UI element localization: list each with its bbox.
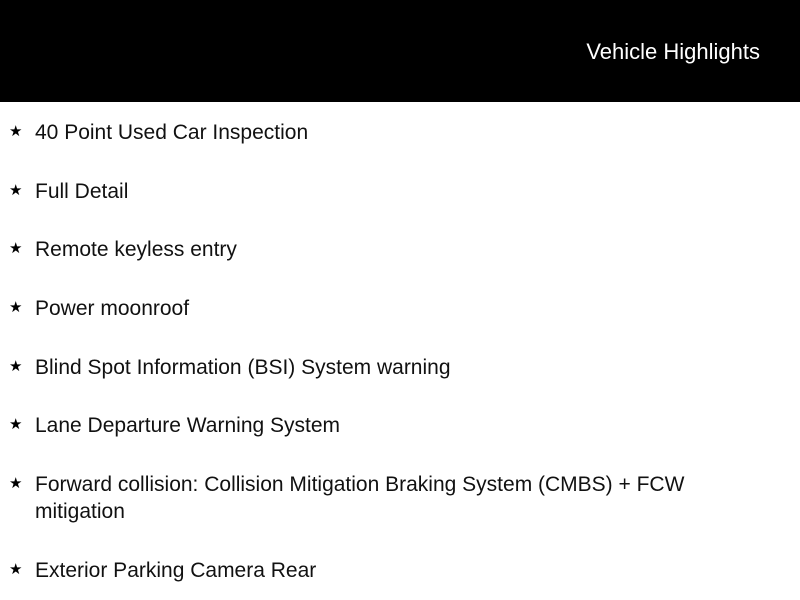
star-icon: ★ [9,416,23,433]
page-title: Vehicle Highlights [586,39,760,64]
star-icon: ★ [9,123,23,140]
star-icon: ★ [9,561,23,578]
star-icon: ★ [9,475,23,492]
list-item-label: 40 Point Used Car Inspection [35,121,309,144]
list-item-label: Full Detail [35,180,129,203]
star-icon: ★ [9,240,23,257]
list-item-label: Forward collision: Collision Mitigation Braking System (CMBS) + FCW mitigation [35,473,685,523]
star-icon: ★ [9,182,23,199]
highlights-header [0,0,800,102]
star-icon: ★ [9,299,23,316]
star-icon: ★ [9,358,23,375]
list-item-label: Exterior Parking Camera Rear [35,559,317,582]
list-item-label: Lane Departure Warning System [35,414,341,437]
list-item-label: Remote keyless entry [35,238,237,261]
list-item-label: Power moonroof [35,297,190,320]
list-item-label: Blind Spot Information (BSI) System warning [35,356,451,379]
highlights-list [0,102,800,600]
